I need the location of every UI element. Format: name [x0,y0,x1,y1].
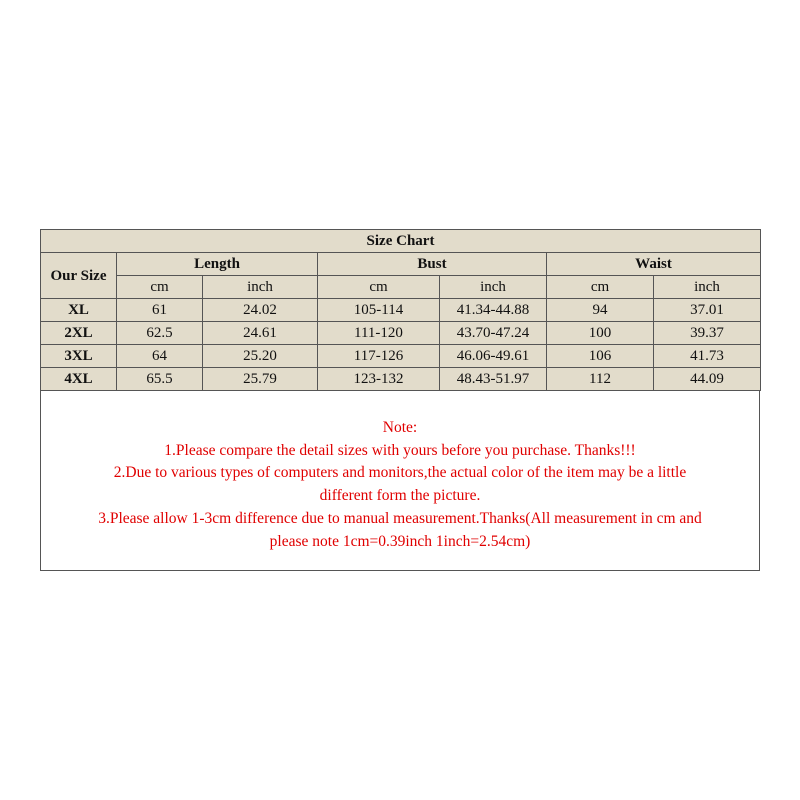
table-cell: 39.37 [654,322,761,345]
table-cell: 43.70-47.24 [440,322,547,345]
group-header-row [41,253,761,276]
size-column-header: Our Size [41,253,117,299]
table-cell: 24.02 [203,299,318,322]
note-line: different form the picture. [319,487,481,505]
table-row [41,345,761,368]
table-cell: 46.06-49.61 [440,345,547,368]
table-cell: 117-126 [318,345,440,368]
table-cell: 44.09 [654,368,761,391]
unit-header: inch [203,276,318,299]
table-cell: 112 [547,368,654,391]
table-cell: 41.73 [654,345,761,368]
table-row [41,368,761,391]
notes-heading: Note: [382,419,418,436]
table-row [41,322,761,345]
table-cell: 48.43-51.97 [440,368,547,391]
size-chart [40,229,760,571]
unit-header: cm [117,276,203,299]
size-label: 3XL [41,345,117,368]
table-cell: 100 [547,322,654,345]
note-line: please note 1cm=0.39inch 1inch=2.54cm) [269,532,531,550]
size-table [40,229,761,391]
table-cell: 41.34-44.88 [440,299,547,322]
table-cell: 65.5 [117,368,203,391]
table-cell: 123-132 [318,368,440,391]
size-label: 4XL [41,368,117,391]
unit-header-row [41,276,761,299]
table-cell: 61 [117,299,203,322]
note-line: 1.Please compare the detail sizes with yours before you purchase. Thanks!!! [164,441,636,459]
note-line: 3.Please allow 1-3cm difference due to manual measurement.Thanks(All measurement in cm and [98,509,702,527]
length-header: Length [117,253,318,276]
table-cell: 111-120 [318,322,440,345]
table-cell: 25.20 [203,345,318,368]
table-cell: 24.61 [203,322,318,345]
table-row [41,299,761,322]
note-line: 2.Due to various types of computers and monitors,the actual color of the item may be a little [113,464,687,482]
unit-header: inch [440,276,547,299]
size-label: 2XL [41,322,117,345]
table-cell: 25.79 [203,368,318,391]
table-cell: 105-114 [318,299,440,322]
chart-title: Size Chart [41,230,761,253]
waist-header: Waist [547,253,761,276]
table-cell: 64 [117,345,203,368]
table-cell: 94 [547,299,654,322]
table-cell: 62.5 [117,322,203,345]
unit-header: cm [547,276,654,299]
notes-section [41,417,759,553]
title-row [41,230,761,253]
bust-header: Bust [318,253,547,276]
table-cell: 106 [547,345,654,368]
table-cell: 37.01 [654,299,761,322]
unit-header: cm [318,276,440,299]
unit-header: inch [654,276,761,299]
size-label: XL [41,299,117,322]
